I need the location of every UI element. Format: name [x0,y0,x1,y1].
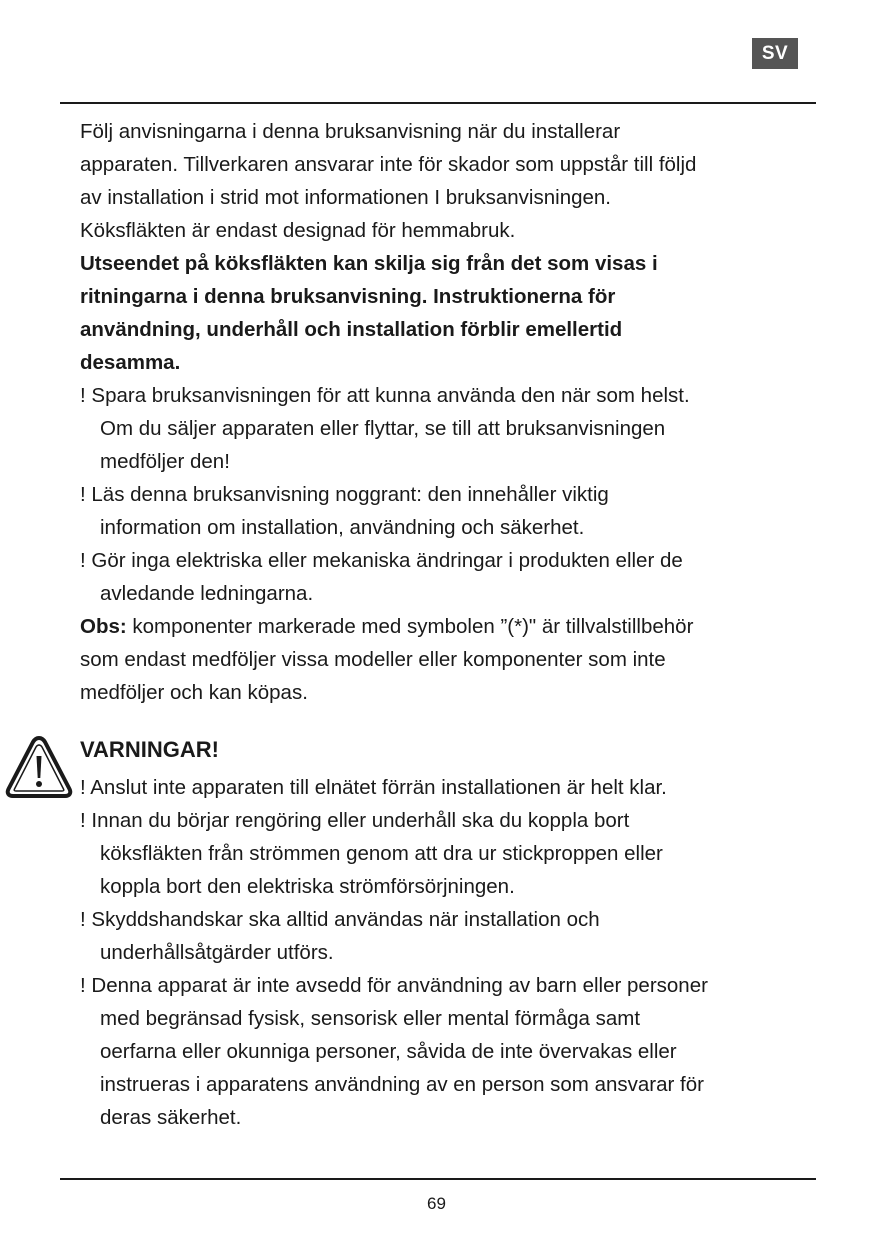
warning-triangle-icon [4,734,74,800]
bullet-first-line: ! Läs denna bruksanvisning noggrant: den innehåller viktig [80,483,609,506]
warning-continuation: underhållsåtgärder utförs. [100,941,334,964]
warning-item [80,969,800,1134]
warning-continuation: instrueras i apparatens användning av en person som ansvarar för [100,1073,704,1096]
intro-line: av installation i strid mot informationen I bruksanvisningen. [80,186,611,209]
intro-bullet [80,379,800,478]
appearance-note-line: användning, underhåll och installation förblir emellertid [80,318,623,341]
obs-text: komponenter markerade med symbolen ”(*)" är tillvalstillbehör [126,615,694,638]
warning-continuation: koppla bort den elektriska strömförsörjningen. [100,875,515,898]
warnings-section [80,735,800,1134]
warning-continuation: köksfläkten från strömmen genom att dra ur stickproppen eller [100,842,663,865]
warning-first-line: ! Innan du börjar rengöring eller underhåll ska du koppla bort [80,809,630,832]
warning-item [80,903,800,969]
obs-note-line [80,610,800,643]
obs-note-line: medföljer och kan köpas. [80,681,308,704]
appearance-note-line: Utseendet på köksfläkten kan skilja sig från det som visas i [80,252,658,275]
header-divider [60,102,816,104]
warning-continuation: deras säkerhet. [100,1106,242,1129]
intro-line: apparaten. Tillverkaren ansvarar inte för skador som uppstår till följd [80,153,697,176]
bullet-first-line: ! Spara bruksanvisningen för att kunna använda den när som helst. [80,384,690,407]
warning-first-line: ! Anslut inte apparaten till elnätet förrän installationen är helt klar. [80,776,667,799]
warning-continuation: oerfarna eller okunniga personer, såvida de inte övervakas eller [100,1040,677,1063]
warning-item [80,804,800,903]
warning-continuation: med begränsad fysisk, sensorisk eller mental förmåga samt [100,1007,641,1030]
intro-line: Följ anvisningarna i denna bruksanvisning när du installerar [80,120,621,143]
intro-bullet [80,478,800,544]
warning-first-line: ! Skyddshandskar ska alltid användas när installation och [80,908,600,931]
bullet-first-line: ! Gör inga elektriska eller mekaniska ändringar i produkten eller de [80,549,683,572]
language-badge: SV [752,38,798,69]
bullet-continuation: Om du säljer apparaten eller flyttar, se till att bruksanvisningen [100,417,666,440]
intro-line: Köksfläkten är endast designad för hemmabruk. [80,219,516,242]
intro-bullet [80,544,800,610]
obs-label: Obs: [80,615,127,638]
warning-item [80,771,800,804]
obs-note-line: som endast medföljer vissa modeller eller komponenter som inte [80,648,666,671]
warnings-title: VARNINGAR! [80,737,219,762]
footer-divider [60,1178,816,1180]
bullet-continuation: avledande ledningarna. [100,582,314,605]
page-number: 69 [427,1194,446,1213]
bullet-continuation: information om installation, användning och säkerhet. [100,516,585,539]
appearance-note-line: ritningarna i denna bruksanvisning. Instruktionerna för [80,285,616,308]
appearance-note-line: desamma. [80,351,181,374]
warning-first-line: ! Denna apparat är inte avsedd för användning av barn eller personer [80,974,708,997]
bullet-continuation: medföljer den! [100,450,230,473]
intro-section [80,115,800,709]
